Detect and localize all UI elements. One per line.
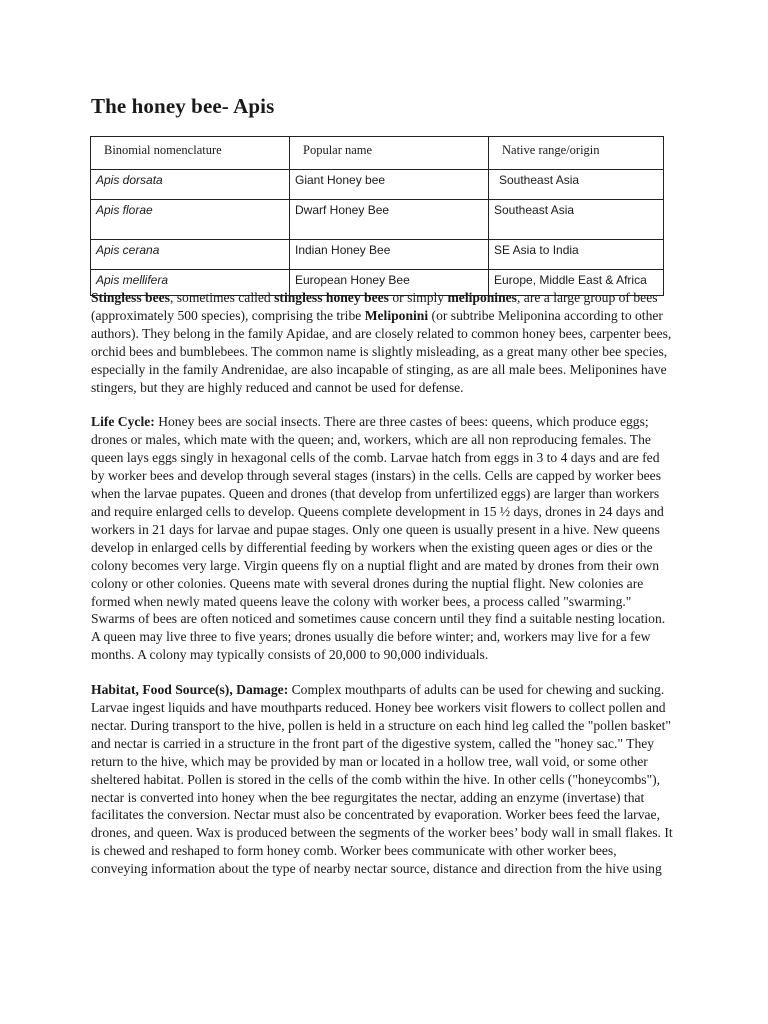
table-cell: Southeast Asia (489, 170, 664, 200)
page-title: The honey bee- Apis (91, 94, 275, 118)
table-header-cell: Binomial nomenclature (91, 137, 290, 170)
paragraph-text: Complex mouthparts of adults can be used for chewing and sucking. Larvae ingest liquids and have mouthparts reduced. Honey bee workers visit flowers to collect pollen and nectar. During transport to the hive, pollen is held in a structure on each hind leg called the "pollen basket" and nectar is carried in a structure in the front part of the digestive system, called the "honey sac." They return to the hive, which may be provided by man or located in a hollow tree, wall void, or some other sheltered habitat. Pollen is stored in the cells of the comb within the hive. In other cells ("honeycombs"), nectar is converted into honey when the bee regurgitates the nectar, adding an enzyme (invertase) that facilitates the conversion. Nectar must also be concentrated by evaporation. Worker bees feed the larvae, drones, and queen. Wax is produced between the segments of the worker bees’ body wall in small flakes. It is chewed and reshaped to form honey comb. Worker bees communicate with other worker bees, conveying information about the type of nearby nectar source, distance and direction from the hive using (91, 682, 673, 877)
table-header-cell: Native range/origin (489, 137, 664, 170)
paragraph-text: , sometimes called (169, 290, 275, 305)
table-row (91, 200, 664, 240)
paragraph-life-cycle (91, 413, 676, 664)
table-cell: Southeast Asia (489, 200, 664, 240)
table-cell: Apis dorsata (91, 170, 290, 200)
table-row (91, 170, 664, 200)
section-heading: Life Cycle: (91, 414, 155, 430)
section-heading: Habitat, Food Source(s), Damage: (91, 682, 289, 698)
table-cell: Europe, Middle East & Africa (489, 270, 664, 296)
paragraph-text: or simply (388, 290, 448, 305)
paragraph-text: (or subtribe Meliponina according to other authors). They belong in the family Apidae, and are closely related to common honey bees, carpenter bees, orchid bees and bumblebees. The common name is slightly misleading, as a great many other bee species, especially in the family Andrenidae, are also incapable of stinging, as are all male bees. Meliponines have stingers, but they are highly reduced and cannot be used for defense. (91, 307, 672, 395)
bold-term: meliponines (447, 290, 517, 305)
paragraph-stingless-bees (91, 289, 676, 396)
table-cell: SE Asia to India (489, 240, 664, 270)
table-cell: Apis mellifera (91, 270, 290, 296)
table-cell: Indian Honey Bee (290, 240, 489, 270)
paragraph-text: Honey bees are social insects. There are three castes of bees: queens, which produce eggs; drones or males, which mate with the queen; and, workers, which are all non reproducing females. The queen lays eggs singly in hexagonal cells of the comb. Larvae hatch from eggs in 3 to 4 days and are fed by worker bees and develop through several stages (instars) in the cells. Cells are capped by worker bees when the larvae pupates. Queen and drones (that develop from unfertilized eggs) are larger than workers and require enlarged cells to develop. Queens complete development in 15 ½ days, drones in 24 days and workers in 21 days for larvae and pupae stages. Only one queen is usually present in a hive. New queens develop in enlarged cells by differential feeding by workers when the existing queen ages or dies or the colony becomes very large. Virgin queens fly on a nuptial flight and are mated by drones from their own colony or other colonies. Queens mate with several drones during the nuptial flight. New colonies are formed when newly mated queens leave the colony with worker bees, a process called "swarming." Swarms of bees are often noticed and sometimes cause concern until they find a suitable nesting location. A queen may live three to five years; drones usually die before winter; and, workers may live for a few months. A colony may typically consists of 20,000 to 90,000 individuals. (91, 414, 666, 663)
table-cell: Giant Honey bee (290, 170, 489, 200)
species-table (90, 136, 664, 296)
table-cell: Apis florae (91, 200, 290, 240)
body-text (91, 289, 676, 895)
paragraph-text: , are a large group of bees (approximately 500 species), comprising the tribe (91, 290, 658, 323)
table-header-row (91, 137, 664, 170)
bold-term: Meliponini (364, 307, 429, 323)
paragraph-habitat (91, 681, 676, 878)
bold-term: stingless honey bees (274, 290, 389, 305)
table-row (91, 240, 664, 270)
table-header-cell: Popular name (290, 137, 489, 170)
table-cell: European Honey Bee (290, 270, 489, 296)
table-cell: Dwarf Honey Bee (290, 200, 489, 240)
bold-term: Stingless bees (91, 290, 170, 305)
table-cell: Apis cerana (91, 240, 290, 270)
